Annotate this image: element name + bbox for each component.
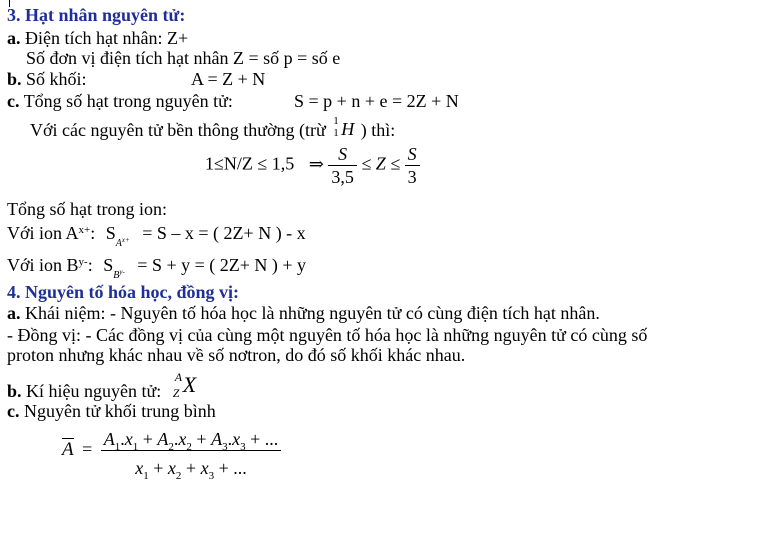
fraction-s-over-3-5 [328, 145, 357, 186]
numerator-abundance-index: 3 [240, 441, 246, 453]
section3-title: 3. Hạt nhân nguyên tử: [7, 5, 186, 25]
numerator-mass-symbol: A [103, 429, 115, 449]
ion-b-formula: = S + y = ( 2Z+ N ) + y [137, 255, 307, 275]
element-definition: Khái niệm: - Nguyên tố hóa học là những nguyên tử có cùng điện tích hạt nhân. [25, 303, 600, 323]
isotope-definition-line1: - Đồng vị: - Các đồng vị của cùng một nguyên tố hóa học là những nguyên tử có cùng số [7, 325, 648, 345]
hydrogen-atomic-number: 1 [333, 127, 339, 139]
item-a-label: a. [7, 28, 21, 48]
plus-operator: + [191, 429, 212, 449]
nuclide-symbol [172, 370, 206, 403]
nuclear-charge-text: Điện tích hạt nhân: Z+ [25, 28, 189, 48]
section4-a-line [7, 304, 600, 322]
item-a-label: a. [7, 303, 21, 323]
ion-a-subcharge: x+ [121, 236, 130, 244]
plus-operator: + [181, 458, 201, 478]
numerator-abundance-symbol: x [124, 429, 133, 449]
average-mass-fraction [101, 429, 281, 482]
nz-inequality [205, 145, 420, 186]
fraction-denominator: 3,5 [328, 165, 357, 186]
plus-operator: + ... [245, 429, 279, 449]
item-b-label: b. [7, 69, 22, 89]
nuclide-element-symbol: X [182, 372, 197, 397]
numerator-abundance-symbol: x [232, 429, 241, 449]
charge-units-line: Số đơn vị điện tích hạt nhân Z = số p = số e [26, 48, 341, 68]
denominator-abundance-symbol: x [200, 458, 209, 478]
plus-operator: + ... [214, 458, 247, 478]
multiply-dot: . [173, 429, 179, 449]
average-mass-formula [62, 429, 281, 482]
implies-symbol: ⇒ [308, 153, 324, 174]
ion-a-line [7, 223, 306, 249]
section4-c-line [7, 402, 216, 420]
hydrogen-mass-number: 1 [333, 115, 339, 127]
mass-number-text: Số khối: [26, 69, 87, 89]
equals-sign: = [82, 439, 93, 459]
numerator-mass-index: 2 [168, 441, 174, 453]
mass-number-formula: A = Z + N [191, 69, 266, 89]
ion-b-colon: : [87, 255, 93, 275]
ion-a-colon: : [90, 223, 96, 243]
stable-note-pre: Với các nguyên tử bền thông thường (trừ [30, 120, 326, 140]
item-c-label: c. [7, 401, 20, 421]
nuclide-atomic-number: Z [172, 386, 180, 400]
ion-b-line [7, 255, 307, 281]
ion-b-subcharge: y- [119, 268, 125, 276]
section4-title: 4. Nguyên tố hóa học, đồng vị: [7, 282, 240, 302]
ion-a-prefix: Với ion A [7, 223, 79, 243]
isotope-definition-line2: proton nhưng khác nhau về số nơtron, do đó số khối khác nhau. [7, 345, 466, 365]
ion-a-subscript: A [115, 238, 122, 249]
ion-b-prefix: Với ion B [7, 255, 79, 275]
plus-operator: + [138, 429, 158, 449]
ion-b-sum-symbol: S [103, 255, 114, 275]
fraction-numerator: S [338, 144, 348, 164]
average-mass-symbol: A [62, 439, 74, 460]
numerator-abundance-index: 1 [132, 441, 139, 453]
atomic-symbol-text: Kí hiệu nguyên tử: [26, 381, 162, 401]
stable-note-line [30, 115, 396, 140]
item-c-label: c. [7, 91, 20, 111]
stable-note-post: ) thì: [360, 120, 396, 140]
fraction-numerator: S [407, 144, 417, 164]
denominator-abundance-index: 1 [143, 470, 149, 482]
numerator-mass-symbol: A [211, 429, 223, 449]
numerator-mass-index: 1 [114, 441, 121, 453]
section4-b-line [7, 370, 206, 403]
ion-b-subscript: B [113, 270, 120, 281]
numerator-mass-index: 3 [222, 441, 228, 453]
fraction-denominator: 3 [405, 165, 420, 186]
denominator-abundance-index: 2 [175, 470, 182, 482]
denominator-abundance-symbol: x [135, 458, 144, 478]
fraction-s-over-3 [405, 145, 420, 186]
numerator-abundance-index: 2 [186, 441, 192, 453]
numerator-mass-symbol: A [157, 429, 169, 449]
hydrogen-isotope [330, 115, 356, 140]
multiply-dot: . [120, 429, 125, 449]
nuclide-mass-number: A [174, 370, 183, 384]
ion-total-heading: Tổng số hạt trong ion: [7, 199, 167, 219]
average-mass-text: Nguyên tử khối trung bình [24, 401, 216, 421]
average-mass-denominator [101, 450, 281, 482]
section3-c-line [7, 92, 233, 110]
item-b-label: b. [7, 381, 22, 401]
section3-b-line [7, 70, 87, 88]
average-mass-numerator [101, 429, 281, 453]
hydrogen-symbol: H [341, 119, 355, 139]
ion-a-sum-symbol: S [105, 223, 116, 243]
ion-a-formula: = S – x = ( 2Z+ N ) - x [142, 223, 306, 243]
denominator-abundance-index: 3 [208, 470, 215, 482]
nz-ratio-bound: 1≤N/Z ≤ 1,5 [205, 153, 295, 174]
denominator-abundance-symbol: x [167, 458, 176, 478]
total-particles-text: Tổng số hạt trong nguyên tử: [23, 91, 233, 111]
section3-a-line [7, 29, 188, 47]
total-particles-formula: S = p + n + e = 2Z + N [294, 91, 459, 111]
ion-a-charge: x+ [78, 224, 91, 236]
plus-operator: + [148, 458, 168, 478]
ion-b-charge: y- [78, 256, 88, 268]
multiply-dot: . [227, 429, 233, 449]
z-bound-middle: ≤ Z ≤ [361, 153, 401, 174]
numerator-abundance-symbol: x [178, 429, 187, 449]
